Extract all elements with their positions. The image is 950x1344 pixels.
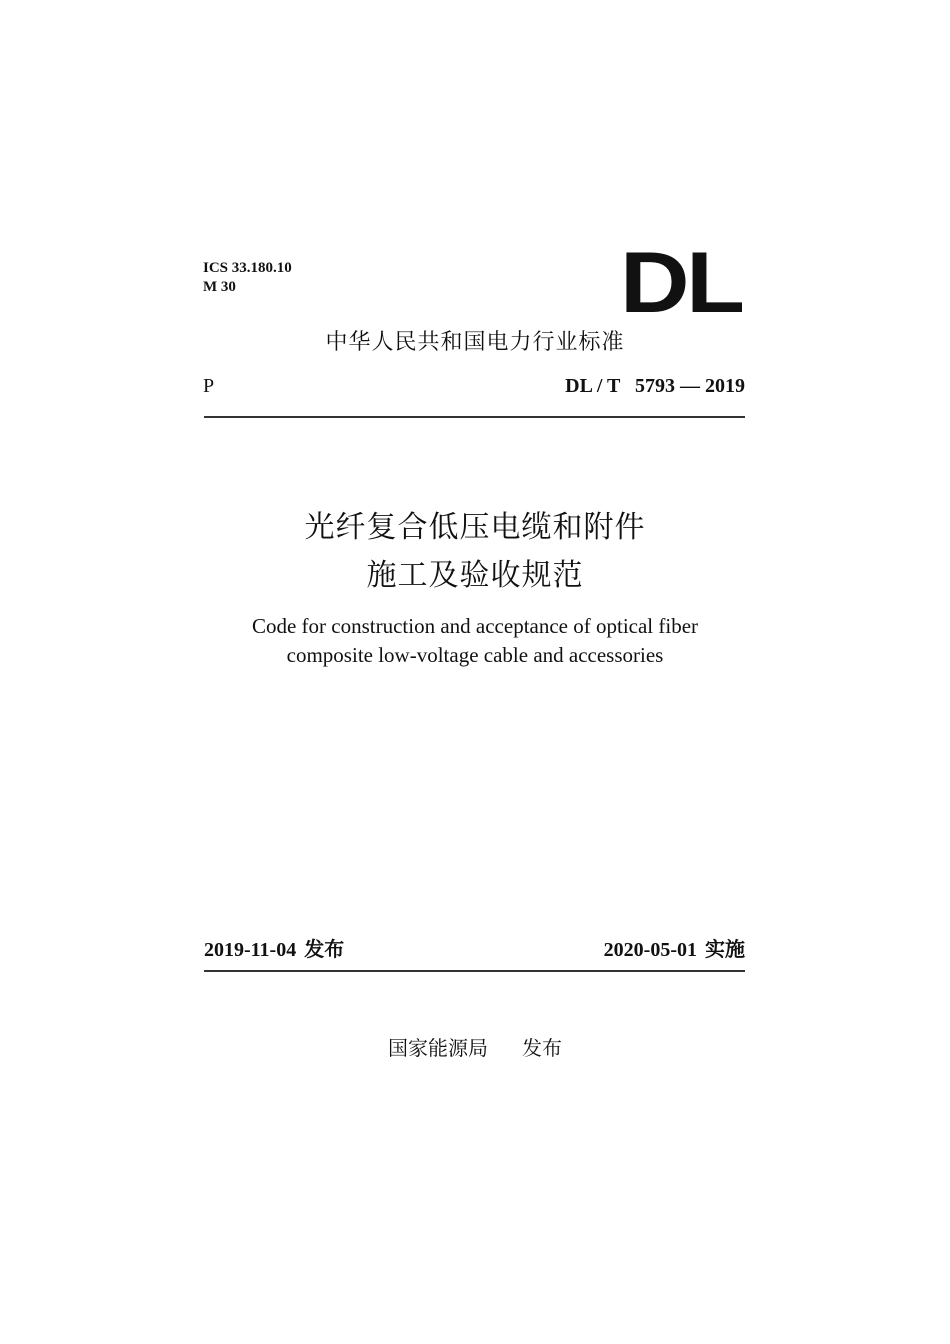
publish-action: 发布 bbox=[522, 1036, 562, 1060]
issue-date: 2019-11-04 bbox=[204, 939, 297, 961]
effective-date-block bbox=[604, 936, 745, 963]
chinese-title-line-1: 光纤复合低压电缆和附件 bbox=[304, 510, 646, 545]
ics-code: ICS 33.180.10 bbox=[203, 260, 292, 276]
issue-date-block bbox=[204, 936, 344, 963]
standard-number: DL / T 5793 — 2019 bbox=[565, 375, 745, 397]
dl-logo: DL bbox=[620, 235, 742, 331]
issue-label: 发布 bbox=[304, 937, 345, 961]
publisher-line bbox=[0, 1034, 950, 1062]
english-title-line-1: Code for construction and acceptance of optical fiber bbox=[251, 614, 699, 638]
category-letter: P bbox=[203, 375, 215, 397]
industry-standard-title: 中华人民共和国电力行业标准 bbox=[325, 330, 625, 355]
chinese-title-line-2: 施工及验收规范 bbox=[366, 558, 584, 593]
publishing-authority: 国家能源局 bbox=[388, 1036, 488, 1060]
effective-date: 2020-05-01 bbox=[603, 939, 697, 961]
effective-label: 实施 bbox=[705, 937, 745, 961]
top-divider bbox=[204, 416, 745, 418]
bottom-divider bbox=[204, 970, 745, 972]
classification-code: M 30 bbox=[203, 279, 236, 295]
english-title-line-2: composite low-voltage cable and accessories bbox=[286, 643, 664, 667]
